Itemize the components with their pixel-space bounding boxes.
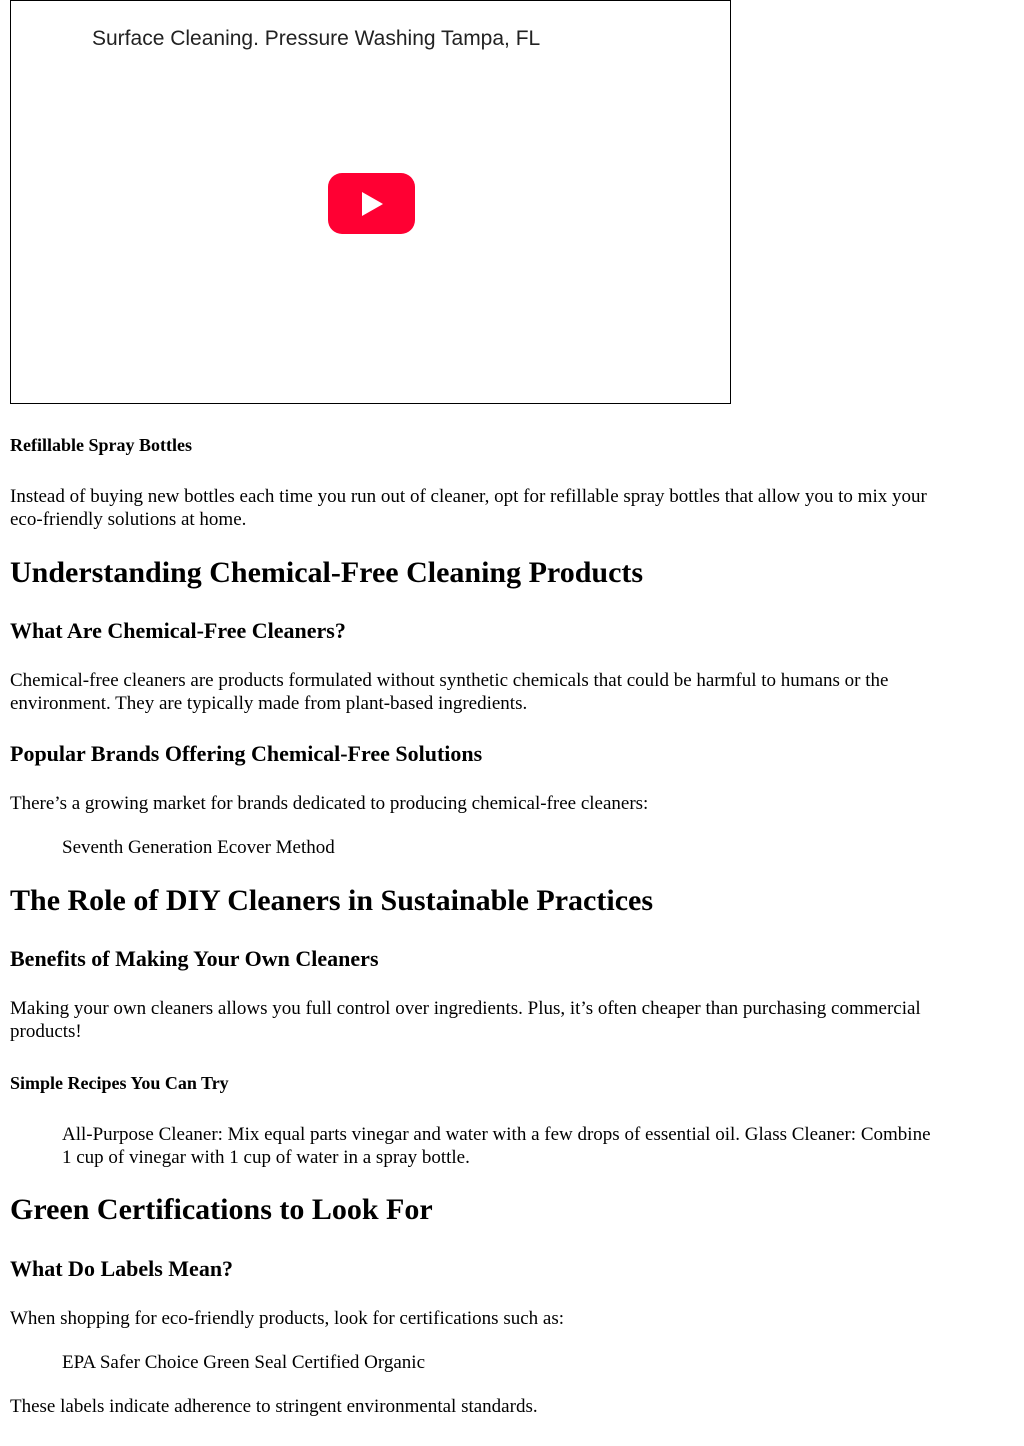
- section-heading-refillable: Refillable Spray Bottles: [10, 435, 192, 455]
- list-recipes-line2: 1 cup of vinegar with 1 cup of water in a spray bottle.: [62, 1147, 470, 1168]
- paragraph-labels-intro: When shopping for eco-friendly products, look for certifications such as:: [10, 1308, 565, 1329]
- paragraph-what-line1: Chemical-free cleaners are products formulated without synthetic chemicals that could be harmful to humans or the: [10, 670, 889, 691]
- paragraph-refillable-line2: eco-friendly solutions at home.: [10, 509, 247, 530]
- section-heading-certifications: Green Certifications to Look For: [10, 1193, 433, 1226]
- paragraph-what-line2: environment. They are typically made from plant-based ingredients.: [10, 693, 528, 714]
- subheading-labels: What Do Labels Mean?: [10, 1256, 234, 1281]
- list-recipes-line1: All-Purpose Cleaner: Mix equal parts vinegar and water with a few drops of essential oil. Glass Cleaner: Combine: [62, 1124, 931, 1145]
- play-triangle-icon: [328, 173, 415, 234]
- section-heading-diy: The Role of DIY Cleaners in Sustainable Practices: [10, 884, 654, 917]
- subheading-recipes: Simple Recipes You Can Try: [10, 1073, 229, 1093]
- video-embed[interactable]: [10, 0, 731, 404]
- paragraph-benefits-line1: Making your own cleaners allows you full control over ingredients. Plus, it’s often cheaper than purchasing commercial: [10, 998, 921, 1019]
- section-heading-understanding: Understanding Chemical-Free Cleaning Products: [10, 556, 644, 589]
- youtube-play-icon[interactable]: [328, 173, 415, 234]
- paragraph-benefits-line2: products!: [10, 1021, 82, 1042]
- paragraph-brands-intro: There’s a growing market for brands dedicated to producing chemical-free cleaners:: [10, 793, 649, 814]
- video-title[interactable]: Surface Cleaning. Pressure Washing Tampa, FL: [92, 27, 541, 50]
- subheading-popular-brands: Popular Brands Offering Chemical-Free Solutions: [10, 741, 483, 766]
- subheading-what-are: What Are Chemical-Free Cleaners?: [10, 618, 346, 643]
- paragraph-labels-outro: These labels indicate adherence to stringent environmental standards.: [10, 1396, 538, 1417]
- subheading-benefits: Benefits of Making Your Own Cleaners: [10, 946, 379, 971]
- list-brands: Seventh Generation Ecover Method: [62, 837, 335, 858]
- list-certifications: EPA Safer Choice Green Seal Certified Organic: [62, 1352, 426, 1373]
- paragraph-refillable-line1: Instead of buying new bottles each time you run out of cleaner, opt for refillable spray bottles that allow you to mix your: [10, 486, 927, 507]
